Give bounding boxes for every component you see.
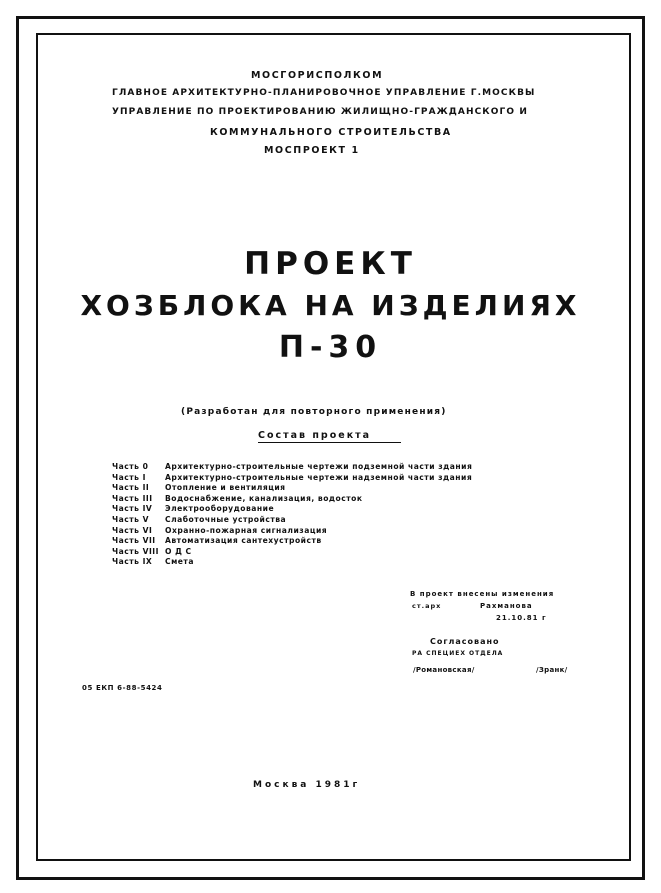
header-line-5: МОСПРОЕКТ 1 — [264, 145, 360, 156]
part-text: Охранно-пожарная сигнализация — [165, 525, 328, 535]
part-label: Часть V — [112, 514, 149, 524]
header-line-3: УПРАВЛЕНИЕ ПО ПРОЕКТИРОВАНИЮ ЖИЛИЩНО-ГРАЖДАНСКОГО И — [112, 107, 528, 117]
part-label: Часть IV — [112, 504, 153, 514]
list-item — [112, 547, 472, 558]
part-text: Слаботочные устройства — [165, 514, 287, 524]
footer-city-year: Москва 1981г — [253, 780, 361, 790]
title-line-2: ХОЗБЛОКА НА ИЗДЕЛИЯХ — [80, 289, 581, 322]
list-item — [112, 494, 472, 505]
part-label: Часть VII — [112, 536, 156, 546]
part-text: Смета — [165, 557, 194, 567]
inner-frame — [36, 33, 631, 861]
list-item — [112, 504, 472, 515]
part-label: Часть VIII — [112, 546, 159, 556]
parts-list — [112, 462, 472, 568]
title-line-1: ПРОЕКТ — [244, 246, 417, 282]
changes-note-role: ст.арх — [412, 602, 442, 610]
part-text: Архитектурно-строительные чертежи подземной части здания — [165, 462, 473, 471]
changes-note-date: 21.10.81 г — [496, 614, 547, 622]
list-item — [112, 515, 472, 526]
part-label: Часть IX — [112, 557, 153, 567]
part-text: Отопление и вентиляция — [165, 483, 286, 493]
part-label: Часть VI — [112, 525, 153, 535]
part-label: Часть I — [112, 472, 146, 482]
list-item — [112, 536, 472, 547]
part-text: Архитектурно-строительные чертежи надземной части здания — [165, 472, 473, 482]
part-label: Часть III — [112, 493, 153, 503]
list-item — [112, 473, 472, 484]
changes-note-name: Рахманова — [480, 602, 533, 610]
part-text: О Д С — [165, 546, 192, 556]
header-line-4: КОММУНАЛЬНОГО СТРОИТЕЛЬСТВА — [210, 127, 452, 138]
approval-dept: РА СПЕЦИЕХ ОТДЕЛА — [412, 650, 504, 657]
composition-heading: Состав проекта — [258, 430, 401, 443]
subtitle: (Разработан для повторного применения) — [181, 407, 447, 417]
list-item — [112, 526, 472, 537]
part-label: Часть II — [112, 483, 150, 493]
part-text: Автоматизация сантехустройств — [165, 536, 322, 546]
part-text: Водоснабжение, канализация, водосток — [165, 493, 363, 503]
list-item — [112, 483, 472, 494]
header-line-1: МОСГОРИСПОЛКОМ — [251, 70, 384, 81]
part-label: Часть 0 — [112, 462, 149, 471]
approval-heading: Согласовано — [430, 637, 500, 646]
approval-signature-right: /Зранк/ — [536, 666, 568, 674]
list-item — [112, 462, 472, 473]
approval-signature-left: /Романовская/ — [413, 666, 475, 674]
title-line-3: П-30 — [278, 330, 383, 365]
list-item — [112, 557, 472, 568]
header-line-2: ГЛАВНОЕ АРХИТЕКТУРНО-ПЛАНИРОВОЧНОЕ УПРАВЛЕНИЕ Г.МОСКВЫ — [112, 88, 536, 98]
part-text: Электрооборудование — [165, 504, 275, 514]
changes-note-line-1: В проект внесены изменения — [410, 590, 555, 598]
registry-number: 05 ЕКП 6-88-5424 — [82, 684, 163, 692]
